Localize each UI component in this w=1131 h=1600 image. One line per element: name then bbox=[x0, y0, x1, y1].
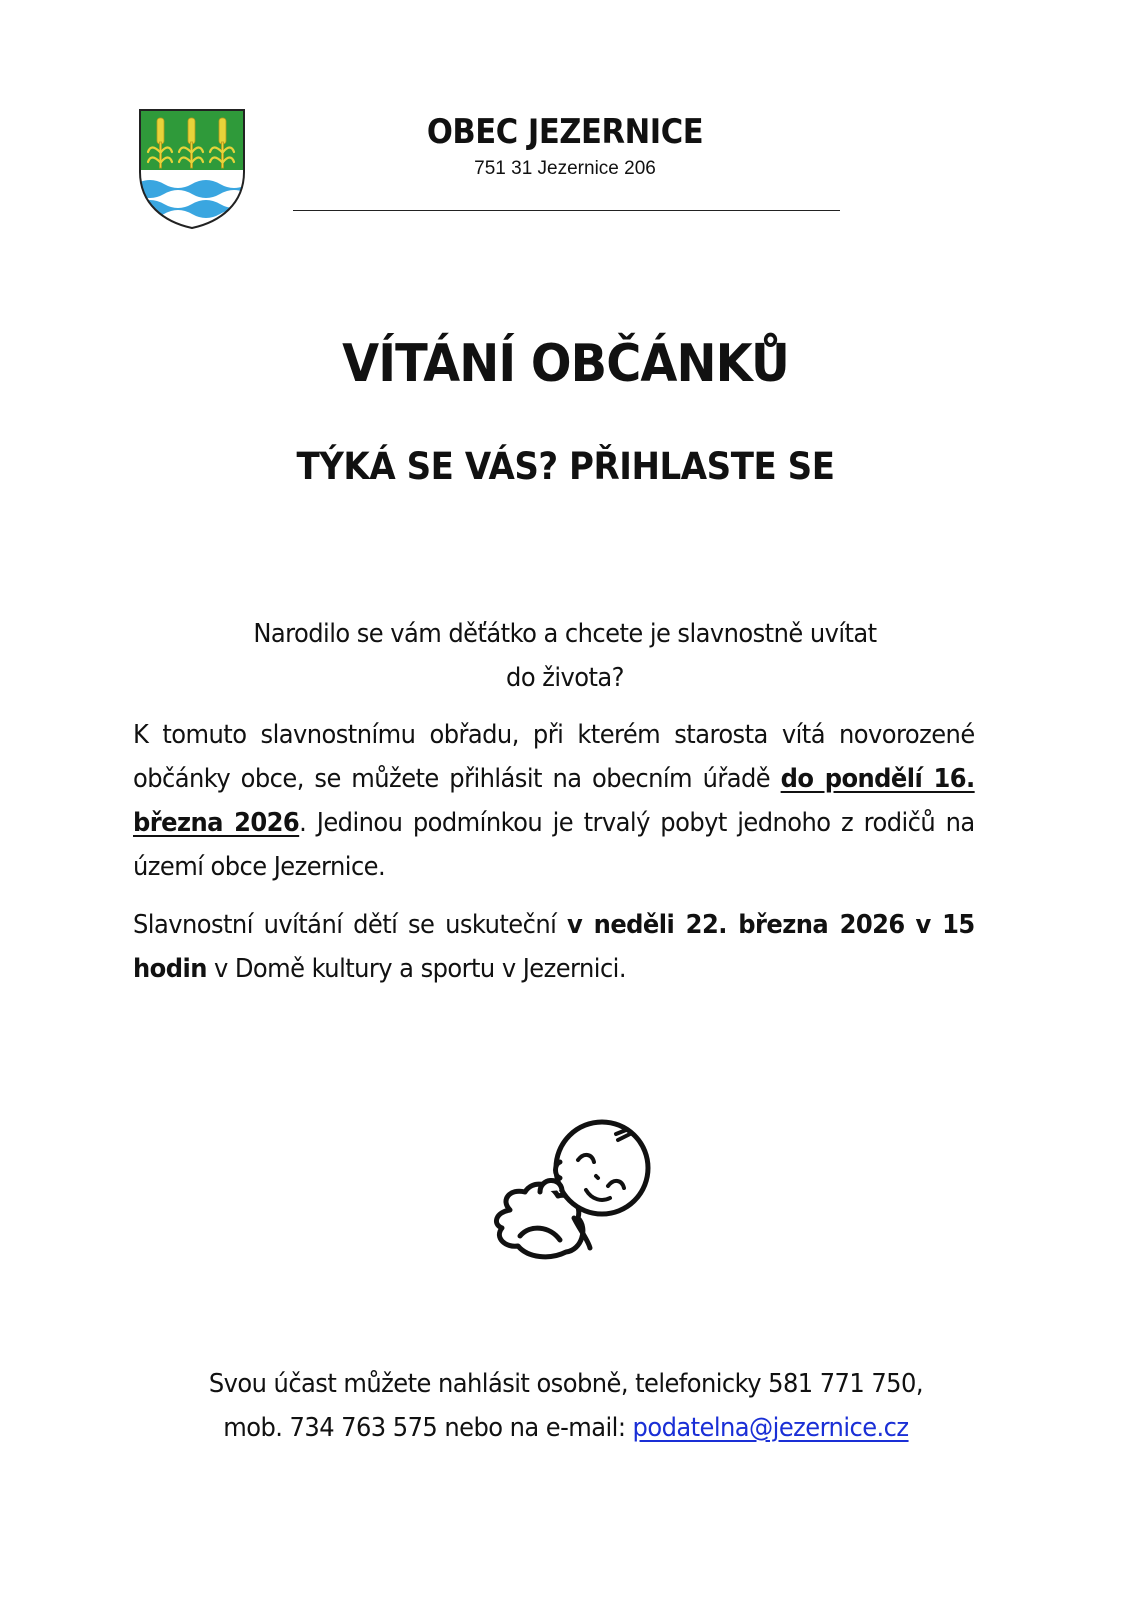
contact-info bbox=[0, 1362, 1131, 1450]
contact-phone-mobile: mob. 734 763 575 nebo na e-mail: bbox=[222, 1413, 633, 1443]
registration-text-start: K tomuto slavnostnímu obřadu, při kterém starosta vítá novorozené občánky obce, se můžete přihlásit na obecním úřadě bbox=[133, 720, 975, 794]
registration-deadline: do pondělí 16. března 2026 bbox=[133, 764, 975, 838]
intro-text bbox=[188, 612, 941, 700]
organization-header bbox=[290, 110, 840, 180]
coat-of-arms-icon bbox=[136, 106, 248, 230]
registration-paragraph bbox=[133, 713, 975, 889]
ceremony-text-start: Slavnostní uvítání dětí se uskuteční bbox=[133, 910, 568, 940]
ceremony-venue: v Domě kultury a sportu v Jezernici. bbox=[206, 954, 626, 984]
baby-icon bbox=[470, 1100, 670, 1275]
ceremony-paragraph bbox=[133, 903, 975, 991]
page-title: VÍTÁNÍ OBČÁNKŮ bbox=[342, 334, 789, 394]
ceremony-date: v neděli 22. března 2026 bbox=[567, 910, 905, 940]
organization-name: OBEC JEZERNICE bbox=[426, 112, 704, 152]
header-divider bbox=[293, 210, 840, 211]
page-subtitle: TÝKÁ SE VÁS? PŘIHLASTE SE bbox=[296, 445, 835, 488]
contact-line-2 bbox=[208, 1406, 922, 1450]
ceremony-time: v 15 hodin bbox=[133, 910, 975, 984]
intro-line-2: do života? bbox=[506, 663, 624, 693]
intro-line-1: Narodilo se vám děťátko a chcete je slavnostně uvítat bbox=[253, 619, 877, 649]
organization-address: 751 31 Jezernice 206 bbox=[474, 158, 656, 179]
email-link[interactable]: podatelna@jezernice.cz bbox=[632, 1413, 909, 1443]
contact-line-1: Svou účast můžete nahlásit osobně, telefonicky 581 771 750, bbox=[208, 1369, 923, 1399]
registration-text-end: . Jedinou podmínkou je trvalý pobyt jednoho z rodičů na území obce Jezernice. bbox=[133, 808, 975, 882]
